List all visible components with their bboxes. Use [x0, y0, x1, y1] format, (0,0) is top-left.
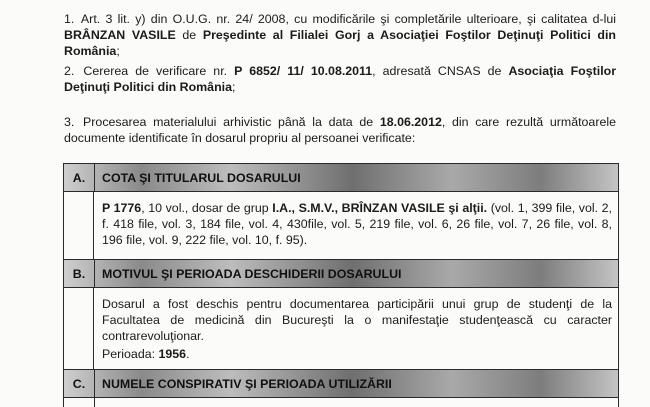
paragraph-text: Art. 3 lit. y) din O.U.G. nr. 24/ 2008, cu modificările şi completările ulterioare, şi calitatea d-lui: [80, 12, 616, 26]
period-label: Perioada:: [102, 347, 156, 361]
paragraph-2: [64, 63, 616, 95]
period-value: 1956: [158, 347, 187, 361]
paragraph-3: [64, 114, 616, 146]
section-letter: B.: [64, 260, 95, 287]
document-table: [63, 163, 619, 407]
person-name: BRÂNZAN VASILE: [64, 28, 176, 42]
paragraph-number: 3.: [64, 115, 75, 129]
paragraph-text: de: [182, 28, 197, 42]
section-body-a: [64, 192, 618, 260]
punctuation: ;: [231, 80, 236, 94]
period-line: [102, 346, 612, 362]
association-name: Asociaţia Foştilor Deţinuţi Politici din România: [64, 64, 617, 94]
volume-list: (vol. 1, 399 file, vol. 2, f. 418 file, vol. 3, 184 file, vol. 4, 430file, vol. 5, 219 file, vol. 6, 26 file, vol. 7, 26 file, vol. 8, 196 file, vol. 9, 222 file, vol. 10, f. 95).: [102, 201, 612, 247]
paragraph-text: , din care rezultă următoarele documente identificate în dosarul propriu al persoanei verificate:: [64, 115, 616, 145]
paragraph-text: , adresată CNSAS de: [372, 64, 502, 78]
punctuation: ;: [116, 44, 120, 58]
person-role: Preşedinte al Filialei Gorj a Asociaţiei Foştilor Deţinuţi Politici din România: [64, 28, 616, 58]
section-title: NUMELE CONSPIRATIV ŞI PERIOADA UTILIZĂRII: [102, 377, 392, 391]
section-header-c: [64, 370, 618, 398]
section-letter: A.: [64, 164, 95, 191]
section-text: [102, 200, 612, 248]
section-title: MOTIVUL ŞI PERIOADA DESCHIDERII DOSARULUI: [102, 267, 402, 281]
section-text: Dosarul a fost deschis pentru documentarea participării unui grup de studenţi de la Facultatea de medicină din Bucureşti la o manifestaţie studenţească cu caracter contrarevoluţionar.: [102, 297, 612, 343]
file-holders: I.A., S.M.V., BRÎNZAN VASILE şi alţii.: [272, 201, 488, 215]
section-spacer-cell: [64, 288, 94, 369]
section-header-a: [64, 164, 618, 192]
section-body-b: [64, 288, 618, 370]
section-header-b: [64, 260, 618, 288]
paragraph-text: Cererea de verificare nr.: [83, 64, 228, 78]
paragraph-text: Procesarea materialului arhivistic până la data de: [83, 115, 374, 129]
request-number: P 6852/ 11/ 10.08.2011: [234, 64, 373, 78]
file-code: P 1776: [102, 201, 142, 215]
paragraph-1: [64, 11, 616, 59]
section-title: COTA ŞI TITULARUL DOSARULUI: [102, 171, 301, 185]
processing-date: 18.06.2012: [379, 115, 442, 129]
column-divider: [94, 398, 95, 407]
section-text-part: , 10 vol., dosar de grup: [141, 201, 269, 215]
section-letter: C.: [64, 370, 95, 397]
section-spacer-cell: [64, 192, 94, 259]
punctuation: .: [186, 347, 190, 361]
paragraph-number: 2.: [64, 64, 75, 78]
paragraph-number: 1.: [64, 12, 75, 26]
